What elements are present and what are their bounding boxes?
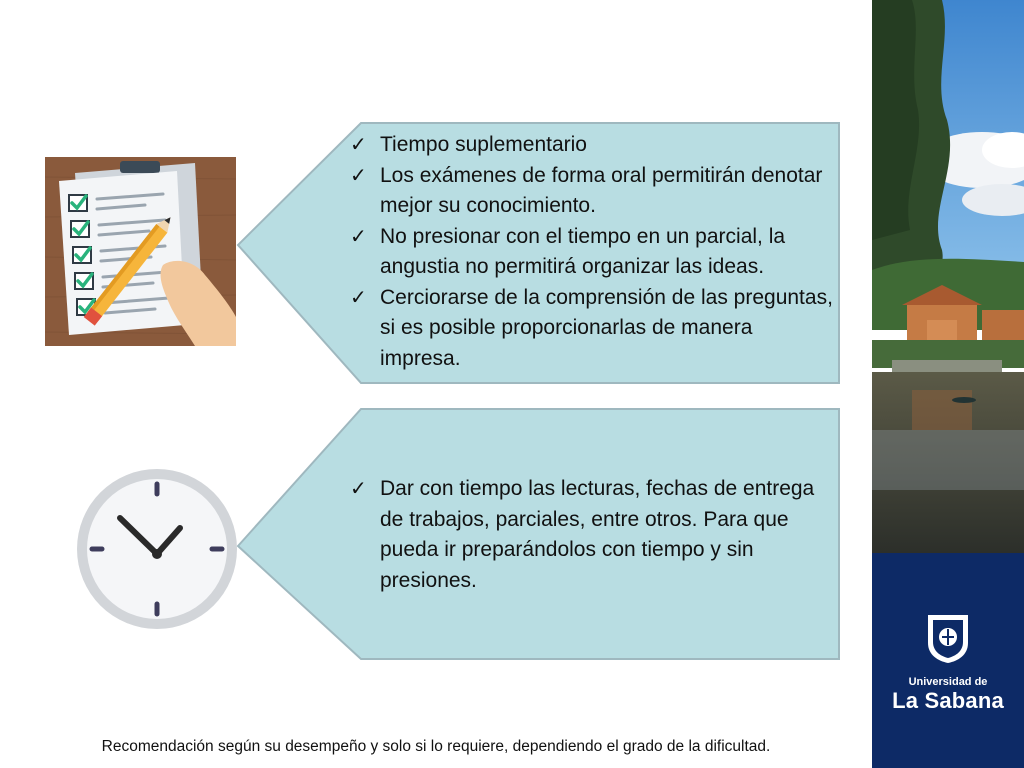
- checkmark-icon: ✓: [350, 286, 367, 309]
- callout-bottom-bullet-text: Dar con tiempo las lecturas, fechas de entrega de trabajos, parciales, entre otros. Para que pueda ir preparándolos con tiempo y sin presiones.: [380, 477, 815, 592]
- callout-top-bullet-item: [346, 283, 838, 375]
- brand-small-text: Universidad de: [908, 676, 988, 688]
- brand-panel: [872, 553, 1024, 768]
- callout-top-bullet-text: Cerciorarse de la comprensión de las preguntas, si es posible proporcionarlas de manera impresa.: [380, 285, 833, 370]
- callout-top-bullet-text: No presionar con el tiempo en un parcial, la angustia no permitirá organizar las ideas.: [380, 224, 786, 278]
- brand-big-text: La Sabana: [892, 688, 1004, 713]
- checkmark-icon: ✓: [350, 478, 367, 500]
- footnote: Recomendación según su desempeño y solo si lo requiere, dependiendo el grado de la dificultad.: [101, 738, 771, 755]
- campus-photo: [872, 0, 1024, 553]
- callout-top-bullet-text: Tiempo suplementario: [380, 133, 587, 156]
- callout-top-bullet-item: [346, 161, 838, 222]
- callout-bottom-bullet-item: [346, 474, 838, 596]
- bullet-list-top: [346, 130, 838, 374]
- checkmark-icon: ✓: [350, 164, 367, 187]
- bullet-list-bottom: [346, 474, 838, 596]
- clock-icon: [74, 466, 240, 632]
- checkmark-icon: ✓: [350, 134, 367, 156]
- callout-top-bullet-text: Los exámenes de forma oral permitirán denotar mejor su conocimiento.: [380, 163, 823, 217]
- callout-top-bullet-item: [346, 222, 838, 283]
- shield-icon: [926, 613, 970, 665]
- callout-top-bullet-item: [346, 130, 838, 161]
- checklist-icon: [45, 157, 236, 346]
- university-logo: [872, 613, 1024, 714]
- checkmark-icon: ✓: [350, 225, 367, 248]
